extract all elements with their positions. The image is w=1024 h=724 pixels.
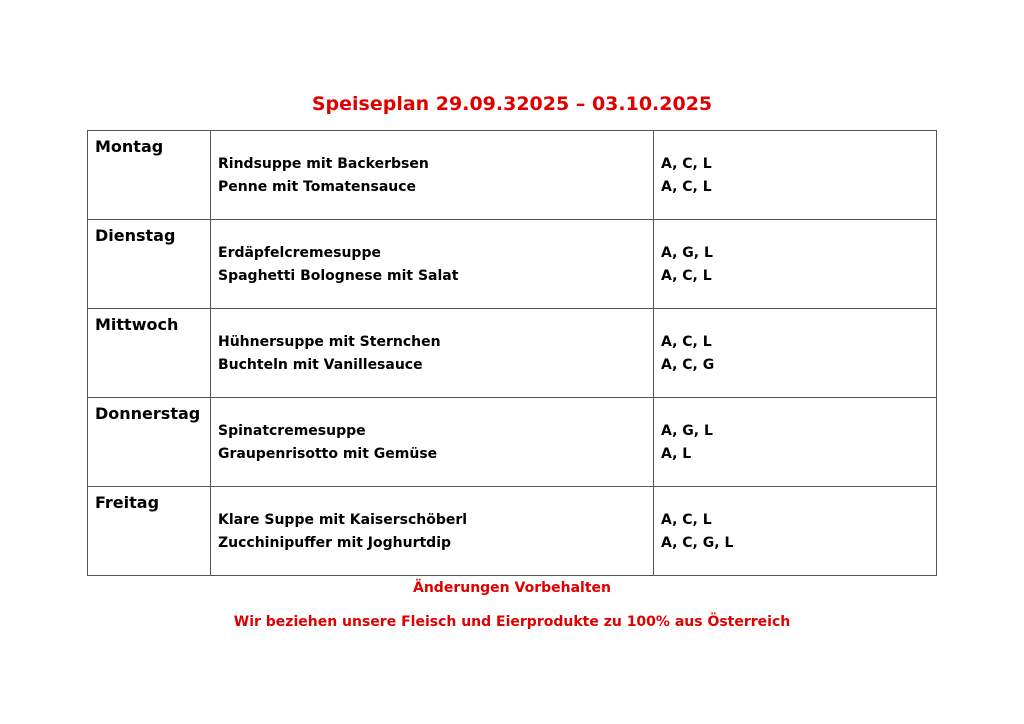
main-allergens: A, C, G: [661, 357, 715, 373]
day-label: Montag: [95, 137, 164, 156]
soup-dish: Spinatcremesuppe: [218, 423, 366, 439]
main-dish: Spaghetti Bolognese mit Salat: [218, 268, 459, 284]
dish-cell: [211, 398, 654, 487]
allergen-cell: [654, 309, 937, 398]
soup-allergens: A, C, L: [661, 334, 712, 350]
day-cell: [88, 398, 211, 487]
main-allergens: A, C, L: [661, 179, 712, 195]
changes-reserved-note: Änderungen Vorbehalten: [413, 580, 611, 596]
table-row-mittwoch: [88, 309, 937, 398]
soup-allergens: A, C, L: [661, 156, 712, 172]
soup-dish: Rindsuppe mit Backerbsen: [218, 156, 429, 172]
origin-note: Wir beziehen unsere Fleisch und Eierprodukte zu 100% aus Österreich: [233, 614, 791, 630]
allergen-cell: [654, 220, 937, 309]
table-row-dienstag: [88, 220, 937, 309]
day-label: Mittwoch: [95, 315, 179, 334]
dish-cell: [211, 220, 654, 309]
soup-dish: Klare Suppe mit Kaiserschöberl: [218, 512, 468, 528]
page-title: Speiseplan 29.09.32025 – 03.10.2025: [311, 93, 713, 115]
main-dish: Buchteln mit Vanillesauce: [218, 357, 423, 373]
main-allergens: A, C, G, L: [661, 535, 734, 551]
day-label: Freitag: [95, 493, 160, 512]
soup-dish: Hühnersuppe mit Sternchen: [218, 334, 441, 350]
allergen-cell: [654, 131, 937, 220]
allergen-cell: [654, 398, 937, 487]
table-row-montag: [88, 131, 937, 220]
day-cell: [88, 487, 211, 576]
main-allergens: A, C, L: [661, 268, 712, 284]
dish-cell: [211, 131, 654, 220]
day-label: Donnerstag: [95, 404, 201, 423]
soup-allergens: A, G, L: [661, 423, 713, 439]
soup-allergens: A, G, L: [661, 245, 713, 261]
menu-table: [87, 130, 937, 576]
dish-cell: [211, 309, 654, 398]
dish-cell: [211, 487, 654, 576]
main-dish: Graupenrisotto mit Gemüse: [218, 446, 438, 462]
main-dish: Penne mit Tomatensauce: [218, 179, 417, 195]
day-cell: [88, 220, 211, 309]
day-cell: [88, 309, 211, 398]
main-dish: Zucchinipuffer mit Joghurtdip: [218, 535, 452, 551]
soup-allergens: A, C, L: [661, 512, 712, 528]
allergen-cell: [654, 487, 937, 576]
day-label: Dienstag: [95, 226, 176, 245]
soup-dish: Erdäpfelcremesuppe: [218, 245, 381, 261]
day-cell: [88, 131, 211, 220]
table-row-donnerstag: [88, 398, 937, 487]
main-allergens: A, L: [661, 446, 692, 462]
table-row-freitag: [88, 487, 937, 576]
